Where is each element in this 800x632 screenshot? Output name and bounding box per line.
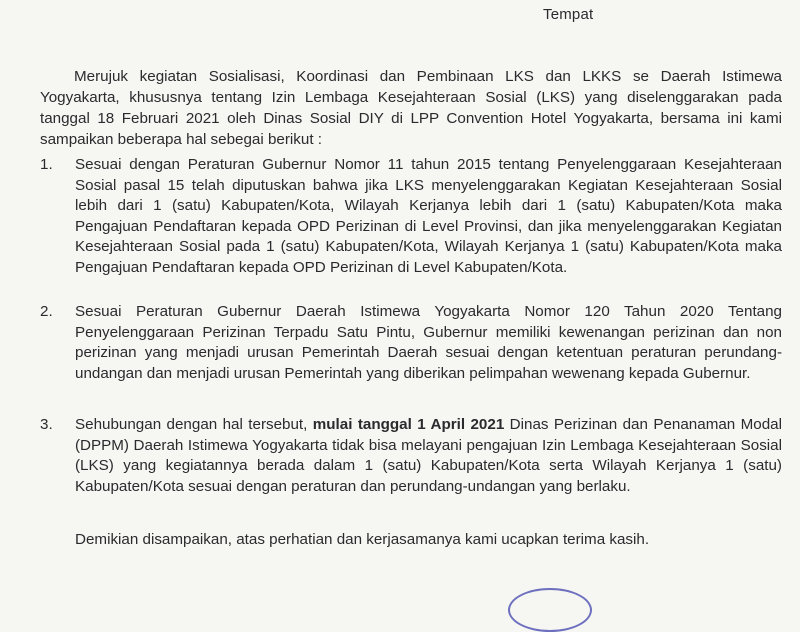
effective-date-highlight: mulai tanggal 1 April 2021	[312, 416, 505, 433]
list-item-text-start: Sehubungan dengan hal tersebut,	[75, 416, 313, 433]
closing-paragraph: Demikian disampaikan, atas perhatian dan kerjasamanya kami ucapkan terima kasih.	[75, 531, 650, 548]
place-label: Tempat	[543, 6, 594, 23]
list-item-text	[75, 415, 782, 497]
list-item-text: Sesuai dengan Peraturan Gubernur Nomor 11 tahun 2015 tentang Penyelenggaraan Kesejahteraan Sosial pasal 15 telah diputuskan bahwa jika LKS menyelenggarakan Kegiatan Kesejahteraan Sosial lebih dari 1 (satu) Kabupaten/Kota, Wilayah Kerjanya lebih dari 1 (satu) Kabupaten/Kota maka Pengajuan Pendaftaran kepada OPD Perizinan di Level Provinsi, dan jika menyelenggarakan Kegiatan Kesejahteraan Sosial pada 1 (satu) Kabupaten/Kota, Wilayah Kerjanya 1 (satu) Kabupaten/Kota maka Pengajuan Pendaftaran kepada OPD Perizinan di Level Kabupaten/Kota.	[75, 156, 782, 276]
list-item-number: 3.	[40, 416, 53, 433]
list-item-3	[40, 415, 782, 497]
list-item-text: Sesuai Peraturan Gubernur Daerah Istimewa Yogyakarta Nomor 120 Tahun 2020 Tentang Penyelenggaraan Perizinan Terpadu Satu Pintu, Gubernur memiliki kewenangan perizinan dan non perizinan yang menjadi urusan Pemerintah Daerah sesuai dengan ketentuan peraturan perundang-undangan dan menjadi urusan Pemerintah yang diberikan pelimpahan wewenang kepada Gubernur.	[75, 303, 782, 382]
official-stamp-icon	[508, 588, 592, 632]
list-item-1	[40, 155, 782, 278]
intro-paragraph: Merujuk kegiatan Sosialisasi, Koordinasi dan Pembinaan LKS dan LKKS se Daerah Istimewa Yogyakarta, khususnya tentang Izin Lembaga Kesejahteraan Sosial (LKS) yang diselenggarakan pada tanggal 18 Februari 2021 oleh Dinas Sosial DIY di LPP Convention Hotel Yogyakarta, bersama ini kami sampaikan beberapa hal sebegai berikut :	[40, 68, 782, 148]
list-item-number: 1.	[40, 156, 53, 173]
list-item-2	[40, 302, 782, 384]
list-item-number: 2.	[40, 303, 53, 320]
list-item-text-end: Dinas Perizinan dan Penanaman Modal (DPPM) Daerah Istimewa Yogyakarta tidak bisa melayani pengajuan Izin Lembaga Kesejahteraan Sosial (LKS) yang kegiatannya berada dalam 1 (satu) Kabupaten/Kota serta Wilayah Kerjanya 1 (satu) Kabupaten/Kota sesuai dengan peraturan dan perundang-undangan yang berlaku.	[75, 416, 783, 495]
